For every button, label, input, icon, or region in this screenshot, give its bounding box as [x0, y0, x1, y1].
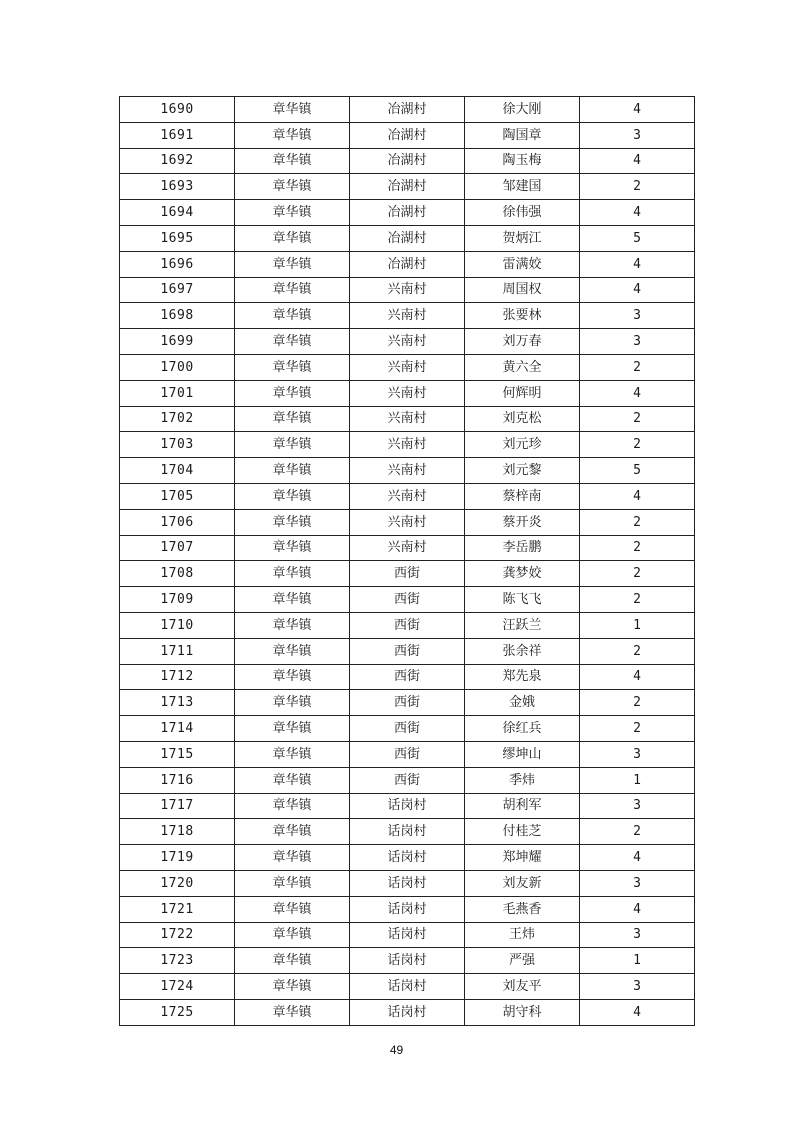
cell-serial-number: 1703 [120, 432, 235, 458]
table-row [120, 148, 695, 174]
page-number: 49 [389, 1043, 404, 1057]
cell-serial-number: 1700 [120, 354, 235, 380]
table-row [120, 690, 695, 716]
cell-village: 西街 [350, 612, 465, 638]
cell-serial-number: 1694 [120, 200, 235, 226]
table-row [120, 870, 695, 896]
cell-serial-number: 1721 [120, 896, 235, 922]
roster-table-body [120, 97, 695, 1026]
cell-serial-number: 1705 [120, 483, 235, 509]
cell-serial-number: 1724 [120, 974, 235, 1000]
cell-person-name: 毛燕香 [465, 896, 580, 922]
cell-person-name: 张余祥 [465, 638, 580, 664]
table-row [120, 922, 695, 948]
cell-household-count: 2 [580, 406, 695, 432]
cell-town: 章华镇 [235, 845, 350, 871]
cell-household-count: 4 [580, 148, 695, 174]
cell-household-count: 2 [580, 432, 695, 458]
cell-village: 话岗村 [350, 948, 465, 974]
cell-village: 话岗村 [350, 793, 465, 819]
cell-village: 兴南村 [350, 432, 465, 458]
cell-person-name: 黄六全 [465, 354, 580, 380]
cell-serial-number: 1719 [120, 845, 235, 871]
cell-serial-number: 1691 [120, 122, 235, 148]
table-row [120, 97, 695, 123]
cell-serial-number: 1695 [120, 225, 235, 251]
cell-serial-number: 1709 [120, 587, 235, 613]
cell-town: 章华镇 [235, 741, 350, 767]
cell-town: 章华镇 [235, 870, 350, 896]
cell-village: 兴南村 [350, 535, 465, 561]
cell-household-count: 4 [580, 845, 695, 871]
table-row [120, 845, 695, 871]
cell-household-count: 3 [580, 974, 695, 1000]
table-row [120, 561, 695, 587]
cell-village: 话岗村 [350, 922, 465, 948]
cell-serial-number: 1699 [120, 329, 235, 355]
cell-serial-number: 1697 [120, 277, 235, 303]
cell-person-name: 郑坤耀 [465, 845, 580, 871]
table-row [120, 638, 695, 664]
cell-town: 章华镇 [235, 767, 350, 793]
table-row [120, 793, 695, 819]
cell-person-name: 徐红兵 [465, 716, 580, 742]
cell-serial-number: 1702 [120, 406, 235, 432]
cell-household-count: 2 [580, 561, 695, 587]
cell-serial-number: 1701 [120, 380, 235, 406]
cell-person-name: 陶玉梅 [465, 148, 580, 174]
cell-village: 西街 [350, 664, 465, 690]
cell-person-name: 邹建国 [465, 174, 580, 200]
cell-town: 章华镇 [235, 690, 350, 716]
cell-village: 冶湖村 [350, 225, 465, 251]
cell-person-name: 徐伟强 [465, 200, 580, 226]
cell-village: 西街 [350, 767, 465, 793]
cell-town: 章华镇 [235, 483, 350, 509]
cell-town: 章华镇 [235, 148, 350, 174]
cell-serial-number: 1708 [120, 561, 235, 587]
table-row [120, 767, 695, 793]
cell-serial-number: 1710 [120, 612, 235, 638]
cell-household-count: 2 [580, 587, 695, 613]
cell-village: 西街 [350, 587, 465, 613]
table-row [120, 277, 695, 303]
table-row [120, 664, 695, 690]
cell-town: 章华镇 [235, 432, 350, 458]
cell-town: 章华镇 [235, 509, 350, 535]
cell-person-name: 贺炳江 [465, 225, 580, 251]
cell-household-count: 3 [580, 122, 695, 148]
cell-household-count: 4 [580, 200, 695, 226]
cell-person-name: 严强 [465, 948, 580, 974]
cell-serial-number: 1725 [120, 999, 235, 1025]
cell-household-count: 2 [580, 535, 695, 561]
cell-village: 兴南村 [350, 458, 465, 484]
cell-town: 章华镇 [235, 793, 350, 819]
cell-village: 话岗村 [350, 999, 465, 1025]
cell-village: 西街 [350, 741, 465, 767]
cell-village: 冶湖村 [350, 122, 465, 148]
table-row [120, 380, 695, 406]
cell-town: 章华镇 [235, 638, 350, 664]
cell-person-name: 金娥 [465, 690, 580, 716]
cell-household-count: 4 [580, 380, 695, 406]
cell-person-name: 周国权 [465, 277, 580, 303]
cell-village: 西街 [350, 690, 465, 716]
cell-serial-number: 1714 [120, 716, 235, 742]
cell-household-count: 4 [580, 664, 695, 690]
cell-village: 兴南村 [350, 509, 465, 535]
cell-household-count: 3 [580, 922, 695, 948]
cell-serial-number: 1716 [120, 767, 235, 793]
table-row [120, 174, 695, 200]
cell-serial-number: 1693 [120, 174, 235, 200]
cell-town: 章华镇 [235, 329, 350, 355]
cell-person-name: 刘友新 [465, 870, 580, 896]
cell-village: 话岗村 [350, 896, 465, 922]
cell-town: 章华镇 [235, 406, 350, 432]
table-row [120, 716, 695, 742]
cell-person-name: 缪坤山 [465, 741, 580, 767]
cell-village: 冶湖村 [350, 200, 465, 226]
cell-serial-number: 1723 [120, 948, 235, 974]
cell-serial-number: 1692 [120, 148, 235, 174]
cell-household-count: 3 [580, 741, 695, 767]
cell-household-count: 4 [580, 483, 695, 509]
table-row [120, 458, 695, 484]
cell-town: 章华镇 [235, 612, 350, 638]
cell-serial-number: 1707 [120, 535, 235, 561]
cell-town: 章华镇 [235, 225, 350, 251]
cell-village: 冶湖村 [350, 97, 465, 123]
cell-town: 章华镇 [235, 251, 350, 277]
cell-village: 兴南村 [350, 329, 465, 355]
cell-village: 兴南村 [350, 303, 465, 329]
cell-person-name: 付桂芝 [465, 819, 580, 845]
table-row [120, 200, 695, 226]
cell-person-name: 陈飞飞 [465, 587, 580, 613]
table-row [120, 354, 695, 380]
cell-household-count: 5 [580, 458, 695, 484]
cell-village: 西街 [350, 561, 465, 587]
cell-person-name: 季炜 [465, 767, 580, 793]
cell-household-count: 4 [580, 999, 695, 1025]
cell-village: 冶湖村 [350, 174, 465, 200]
cell-town: 章华镇 [235, 458, 350, 484]
cell-town: 章华镇 [235, 896, 350, 922]
cell-person-name: 陶国章 [465, 122, 580, 148]
cell-village: 西街 [350, 638, 465, 664]
table-row [120, 948, 695, 974]
cell-town: 章华镇 [235, 122, 350, 148]
cell-person-name: 王炜 [465, 922, 580, 948]
cell-town: 章华镇 [235, 200, 350, 226]
table-row [120, 432, 695, 458]
table-row [120, 122, 695, 148]
cell-village: 冶湖村 [350, 148, 465, 174]
cell-town: 章华镇 [235, 999, 350, 1025]
cell-person-name: 雷满姣 [465, 251, 580, 277]
cell-town: 章华镇 [235, 303, 350, 329]
table-row [120, 329, 695, 355]
cell-serial-number: 1696 [120, 251, 235, 277]
cell-town: 章华镇 [235, 664, 350, 690]
cell-town: 章华镇 [235, 354, 350, 380]
table-row [120, 303, 695, 329]
cell-town: 章华镇 [235, 561, 350, 587]
table-row [120, 251, 695, 277]
cell-person-name: 胡利军 [465, 793, 580, 819]
cell-serial-number: 1715 [120, 741, 235, 767]
table-row [120, 612, 695, 638]
cell-person-name: 郑先泉 [465, 664, 580, 690]
cell-village: 冶湖村 [350, 251, 465, 277]
cell-household-count: 2 [580, 638, 695, 664]
table-row [120, 225, 695, 251]
cell-town: 章华镇 [235, 97, 350, 123]
cell-person-name: 张要林 [465, 303, 580, 329]
cell-town: 章华镇 [235, 716, 350, 742]
cell-household-count: 1 [580, 612, 695, 638]
cell-serial-number: 1712 [120, 664, 235, 690]
cell-household-count: 2 [580, 354, 695, 380]
cell-village: 兴南村 [350, 354, 465, 380]
table-row [120, 741, 695, 767]
table-row [120, 819, 695, 845]
cell-serial-number: 1698 [120, 303, 235, 329]
table-row [120, 974, 695, 1000]
cell-village: 话岗村 [350, 870, 465, 896]
table-row [120, 587, 695, 613]
cell-household-count: 4 [580, 277, 695, 303]
cell-serial-number: 1690 [120, 97, 235, 123]
table-row [120, 509, 695, 535]
cell-village: 话岗村 [350, 845, 465, 871]
roster-table [119, 96, 695, 1026]
cell-person-name: 汪跃兰 [465, 612, 580, 638]
cell-person-name: 何辉明 [465, 380, 580, 406]
cell-household-count: 3 [580, 793, 695, 819]
cell-household-count: 1 [580, 767, 695, 793]
cell-household-count: 1 [580, 948, 695, 974]
cell-town: 章华镇 [235, 587, 350, 613]
cell-village: 兴南村 [350, 380, 465, 406]
cell-town: 章华镇 [235, 922, 350, 948]
cell-village: 西街 [350, 716, 465, 742]
cell-household-count: 4 [580, 896, 695, 922]
cell-person-name: 刘元珍 [465, 432, 580, 458]
cell-serial-number: 1718 [120, 819, 235, 845]
table-row [120, 896, 695, 922]
cell-serial-number: 1722 [120, 922, 235, 948]
cell-household-count: 4 [580, 251, 695, 277]
cell-household-count: 3 [580, 303, 695, 329]
cell-person-name: 刘友平 [465, 974, 580, 1000]
cell-person-name: 蔡梓南 [465, 483, 580, 509]
cell-person-name: 李岳鹏 [465, 535, 580, 561]
cell-village: 话岗村 [350, 974, 465, 1000]
cell-village: 话岗村 [350, 819, 465, 845]
table-row [120, 535, 695, 561]
table-row [120, 406, 695, 432]
cell-household-count: 3 [580, 870, 695, 896]
cell-household-count: 2 [580, 690, 695, 716]
cell-town: 章华镇 [235, 277, 350, 303]
cell-serial-number: 1720 [120, 870, 235, 896]
cell-town: 章华镇 [235, 819, 350, 845]
cell-household-count: 5 [580, 225, 695, 251]
cell-person-name: 蔡开炎 [465, 509, 580, 535]
cell-serial-number: 1711 [120, 638, 235, 664]
cell-serial-number: 1717 [120, 793, 235, 819]
cell-person-name: 刘元黎 [465, 458, 580, 484]
cell-household-count: 3 [580, 329, 695, 355]
cell-town: 章华镇 [235, 948, 350, 974]
cell-person-name: 刘万春 [465, 329, 580, 355]
cell-village: 兴南村 [350, 483, 465, 509]
cell-household-count: 4 [580, 97, 695, 123]
cell-town: 章华镇 [235, 535, 350, 561]
cell-person-name: 龚梦姣 [465, 561, 580, 587]
cell-person-name: 刘克松 [465, 406, 580, 432]
cell-household-count: 2 [580, 716, 695, 742]
cell-household-count: 2 [580, 509, 695, 535]
cell-town: 章华镇 [235, 174, 350, 200]
table-row [120, 483, 695, 509]
cell-village: 兴南村 [350, 277, 465, 303]
table-row [120, 999, 695, 1025]
cell-town: 章华镇 [235, 380, 350, 406]
cell-town: 章华镇 [235, 974, 350, 1000]
cell-serial-number: 1713 [120, 690, 235, 716]
cell-serial-number: 1706 [120, 509, 235, 535]
cell-person-name: 徐大刚 [465, 97, 580, 123]
cell-household-count: 2 [580, 174, 695, 200]
cell-serial-number: 1704 [120, 458, 235, 484]
cell-person-name: 胡守科 [465, 999, 580, 1025]
cell-village: 兴南村 [350, 406, 465, 432]
cell-household-count: 2 [580, 819, 695, 845]
